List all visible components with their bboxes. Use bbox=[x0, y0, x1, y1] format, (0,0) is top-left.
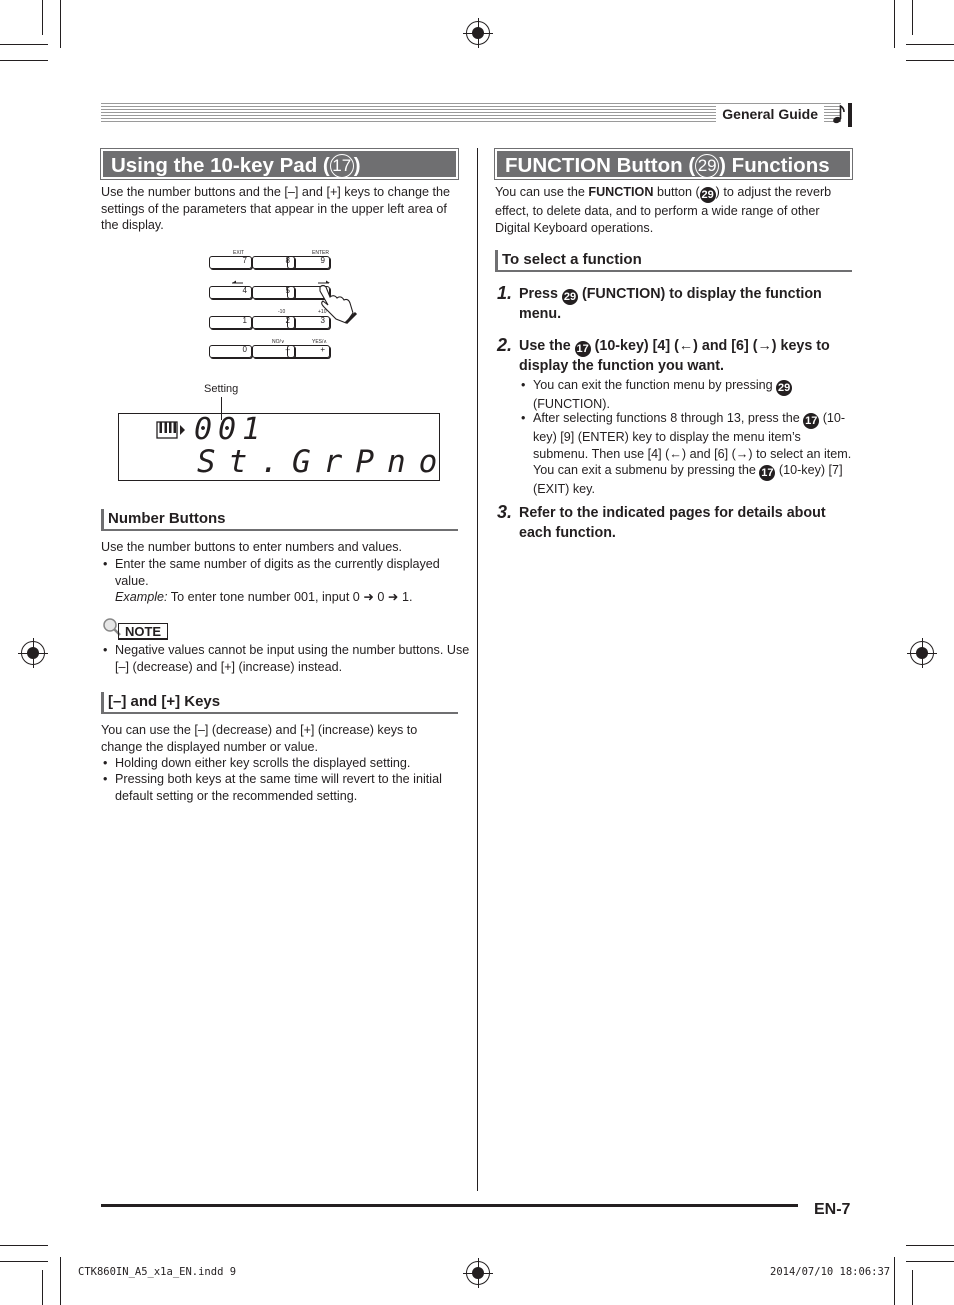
crop-mark bbox=[894, 1257, 895, 1305]
lcd-number: 001 bbox=[194, 412, 267, 447]
crop-mark bbox=[60, 0, 61, 48]
pressing-hand-icon bbox=[310, 283, 358, 328]
crop-mark bbox=[0, 60, 48, 61]
print-date: 2014/07/10 18:06:37 bbox=[770, 1266, 891, 1278]
header-end-bar bbox=[848, 103, 852, 127]
registration-mark-icon bbox=[466, 1261, 490, 1285]
right-arrow-icon: → bbox=[757, 338, 772, 354]
button-number-badge: 17 bbox=[576, 343, 589, 355]
crop-mark bbox=[912, 1270, 913, 1305]
crop-mark bbox=[906, 44, 954, 45]
crop-mark bbox=[42, 0, 43, 35]
lcd-display bbox=[118, 412, 451, 481]
button-number-badge: 17 bbox=[330, 154, 354, 178]
key-7: 7 bbox=[209, 256, 252, 269]
key-4: 4 bbox=[209, 286, 252, 299]
keys-section-heading: [–] and [+] Keys bbox=[101, 692, 458, 714]
key-1: 1 bbox=[209, 316, 252, 329]
crop-mark bbox=[60, 1257, 61, 1305]
example-label: Example: bbox=[115, 590, 168, 604]
crop-mark bbox=[42, 1270, 43, 1305]
minus10-label: -10 bbox=[278, 309, 286, 315]
plus10-label: +10 bbox=[318, 309, 327, 315]
setting-label: Setting bbox=[204, 383, 239, 395]
step-1-text: Press 29 (FUNCTION) to display the function menu. bbox=[519, 286, 822, 322]
button-number-badge: 29 bbox=[701, 189, 714, 201]
keys-bullet-2: • Pressing both keys at the same time will revert to the initial default setting or the recommended setting. bbox=[101, 771, 458, 804]
key-plus: + bbox=[287, 345, 330, 358]
key-0: 0 bbox=[209, 345, 252, 358]
crop-mark bbox=[906, 1245, 954, 1246]
right-intro: You can use the FUNCTION button ( 29 ) to adjust the reverb effect, to delete data, and to perform a wide range of other Digital Keyboard operations. bbox=[495, 185, 832, 235]
keys-bullet-1: • Holding down either key scrolls the displayed setting. bbox=[101, 755, 458, 772]
step-2-number: 2. bbox=[497, 335, 513, 355]
left-arrow-icon bbox=[231, 280, 245, 285]
note-bullet: • Negative values cannot be input using the number buttons. Use [–] (decrease) and [+] (increase) instead. bbox=[101, 642, 472, 675]
lcd-text: St.GrPno bbox=[197, 444, 451, 480]
keys-section-text: You can use the [–] (decrease) and [+] (increase) keys to change the displayed number or value. bbox=[101, 723, 418, 754]
right-arrow-icon: → bbox=[735, 446, 749, 461]
key-5: 5 bbox=[252, 286, 295, 299]
number-buttons-bullet: • Enter the same number of digits as the currently displayed value. Example: To enter tone number 001, input 0 ➜ 0 ➜ 1. bbox=[101, 556, 458, 606]
registration-mark-icon bbox=[910, 641, 934, 665]
step-3-text: Refer to the indicated pages for details about each function. bbox=[519, 505, 826, 541]
no-label: NO/∨ bbox=[272, 339, 285, 345]
button-number-badge: 29 bbox=[778, 382, 791, 394]
step-3-number: 3. bbox=[497, 502, 513, 522]
left-arrow-icon: ← bbox=[669, 446, 682, 461]
yes-label: YES/∧ bbox=[312, 339, 328, 345]
key-2: 2 bbox=[252, 316, 295, 329]
button-number-badge: 17 bbox=[761, 467, 774, 479]
registration-mark-icon bbox=[466, 21, 490, 45]
crop-mark bbox=[906, 1261, 954, 1262]
keyboard-icon bbox=[156, 421, 186, 439]
section-label: General Guide bbox=[716, 106, 824, 122]
music-note-icon bbox=[832, 103, 846, 125]
button-number-badge: 29 bbox=[695, 154, 719, 178]
note-label: NOTE bbox=[118, 623, 168, 640]
left-intro: Use the number buttons and the [–] and [+] keys to change the settings of the parameters that appear in the upper left area of the display. bbox=[101, 185, 451, 232]
key-3: 3 bbox=[287, 316, 330, 329]
step-1-number: 1. bbox=[497, 283, 513, 303]
column-divider bbox=[477, 148, 478, 1191]
registration-mark-icon bbox=[21, 641, 45, 665]
enter-label: ENTER bbox=[312, 250, 329, 256]
exit-label: EXIT bbox=[233, 250, 245, 256]
crop-mark bbox=[894, 0, 895, 48]
crop-mark bbox=[912, 0, 913, 35]
key-minus: – bbox=[252, 345, 295, 358]
key-8: 8 bbox=[252, 256, 295, 269]
crop-mark bbox=[0, 1245, 48, 1246]
crop-mark bbox=[0, 44, 48, 45]
select-function-heading: To select a function bbox=[495, 250, 852, 272]
button-number-badge: 17 bbox=[805, 415, 818, 427]
number-buttons-heading: Number Buttons bbox=[101, 509, 458, 531]
key-9: 9 bbox=[287, 256, 330, 269]
number-buttons-text: Use the number buttons to enter numbers and values. bbox=[101, 540, 403, 554]
button-number-badge: 29 bbox=[563, 291, 577, 303]
left-arrow-icon: ← bbox=[678, 338, 694, 354]
step-2-bullet-1: • You can exit the function menu by pressing 29 (FUNCTION). bbox=[519, 377, 852, 413]
crop-mark bbox=[906, 60, 954, 61]
arrow-icon: ➜ bbox=[387, 590, 399, 604]
step-2-text: Use the 17 (10-key) [4] (←) and [6] (→) keys to display the function you want. bbox=[519, 338, 830, 374]
page-number: EN-7 bbox=[814, 1201, 851, 1218]
file-info: CTK860IN_A5_x1a_EN.indd 9 bbox=[78, 1266, 237, 1278]
left-section-title: Using the 10-key Pad ( 17 ) bbox=[101, 149, 458, 179]
step-2-bullet-2: • After selecting functions 8 through 13, press the 17 (10-key) [9] (ENTER) key to display the menu item’s submenu. Then use [4] (←) and [6] (→) to select an item. You can exit a submenu by pressing the 17 (10-key) [7] (EXIT) key. bbox=[519, 410, 852, 498]
crop-mark bbox=[0, 1261, 48, 1262]
arrow-icon: ➜ bbox=[363, 590, 374, 604]
footer-rule bbox=[101, 1204, 798, 1207]
right-section-title: FUNCTION Button ( 29 ) Functions bbox=[495, 149, 852, 179]
